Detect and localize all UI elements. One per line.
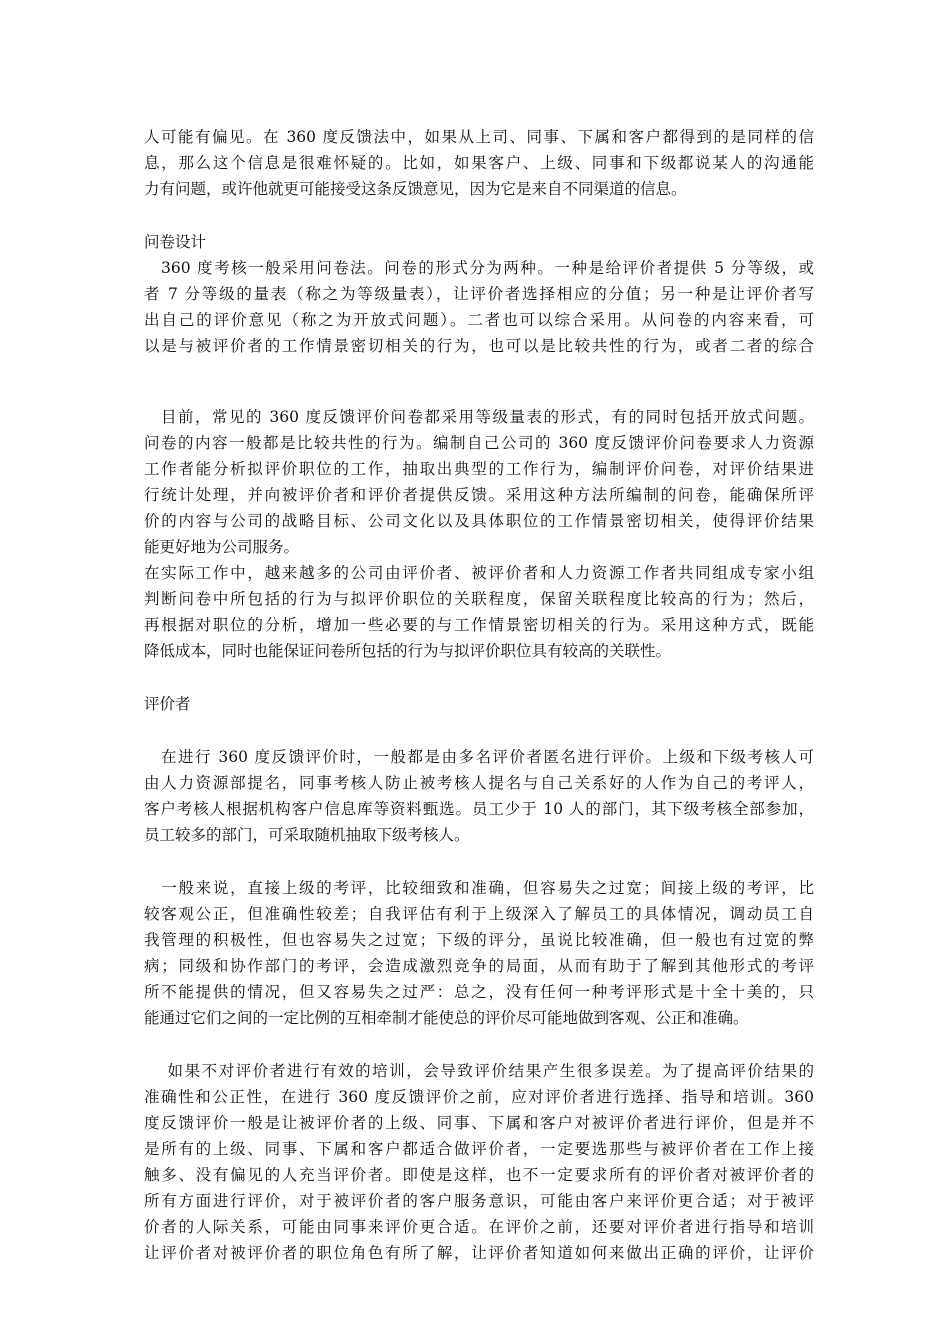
paragraph-line: 价者的人际关系，可能由同事来评价更合适。在评价之前，还要对评价者进行指导和培训 — [144, 1218, 814, 1236]
paragraph-line: 触多、没有偏见的人充当评价者。即使是这样，也不一定要求所有的评价者对被评价者的 — [144, 1166, 814, 1184]
paragraph-line: 较客观公正，但准确性较差；自我评估有利于上级深入了解员工的具体情况，调动员工自 — [144, 905, 814, 923]
paragraph-line: 在进行 360 度反馈评价时，一般都是由多名评价者匿名进行评价。上级和下级考核人可 — [144, 748, 814, 766]
paragraph-line: 客户考核人根据机构客户信息库等资料甄选。员工少于 10 人的部门，其下级考核全部参加， — [144, 800, 814, 818]
paragraph-line: 度反馈评价一般是让被评价者的上级、同事、下属和客户对被评价者进行评价，但是并不 — [144, 1114, 814, 1132]
paragraph-line: 问卷的内容一般都是比较共性的行为。编制自己公司的 360 度反馈评价问卷要求人力资源 — [144, 434, 814, 452]
paragraph-line: 能通过它们之间的一定比例的互相牵制才能使总的评价尽可能地做到客观、公正和准确。 — [144, 1009, 749, 1027]
paragraph-line: 如果不对评价者进行有效的培训，会导致评价结果产生很多误差。为了提高评价结果的 — [144, 1062, 814, 1080]
paragraph-line: 准确性和公正性，在进行 360 度反馈评价之前，应对评价者进行选择、指导和培训。360 — [144, 1088, 814, 1106]
paragraph-line: 者 7 分等级的量表（称之为等级量表），让评价者选择相应的分值；另一种是让评价者写 — [144, 285, 814, 303]
paragraph-line: 人可能有偏见。在 360 度反馈法中，如果从上司、同事、下属和客户都得到的是同样的信 — [144, 128, 814, 146]
paragraph-line: 让评价者对被评价者的职位角色有所了解，让评价者知道如何来做出正确的评价，让评价 — [144, 1244, 814, 1262]
paragraph-line: 工作者能分析拟评价职位的工作，抽取出典型的工作行为，编制评价问卷，对评价结果进 — [144, 460, 814, 478]
paragraph-line: 能更好地为公司服务。 — [144, 538, 300, 556]
paragraph-line: 员工较多的部门，可采取随机抽取下级考核人。 — [144, 826, 470, 844]
paragraph-line: 病；同级和协作部门的考评，会造成激烈竞争的局面，从而有助于了解到其他形式的考评 — [144, 957, 814, 975]
paragraph-line: 所有方面进行评价，对于被评价者的客户服务意识，可能由客户来评价更合适；对于被评 — [144, 1192, 814, 1210]
paragraph-line: 息，那么这个信息是很难怀疑的。比如，如果客户、上级、同事和下级都说某人的沟通能 — [144, 154, 814, 172]
paragraph-line: 力有问题，或许他就更可能接受这条反馈意见，因为它是来自不同渠道的信息。 — [144, 180, 687, 198]
paragraph-line: 由人力资源部提名，同事考核人防止被考核人提名与自己关系好的人作为自己的考评人， — [144, 774, 814, 792]
paragraph-line: 在实际工作中，越来越多的公司由评价者、被评价者和人力资源工作者共同组成专家小组 — [144, 564, 814, 582]
paragraph-line: 再根据对职位的分析，增加一些必要的与工作情景密切相关的行为。采用这种方式，既能 — [144, 616, 814, 634]
section-heading: 评价者 — [144, 695, 191, 713]
paragraph-line: 行统计处理，并向被评价者和评价者提供反馈。采用这种方法所编制的问卷，能确保所评 — [144, 486, 814, 504]
paragraph-line: 以是与被评价者的工作情景密切相关的行为，也可以是比较共性的行为，或者二者的综合 — [144, 337, 814, 355]
paragraph-line: 判断问卷中所包括的行为与拟评价职位的关联程度，保留关联程度比较高的行为；然后， — [144, 590, 814, 608]
paragraph-line: 我管理的积极性，但也容易失之过宽；下级的评分，虽说比较准确，但一般也有过宽的弊 — [144, 931, 814, 949]
paragraph-line: 360 度考核一般采用问卷法。问卷的形式分为两种。一种是给评价者提供 5 分等级，或 — [144, 259, 814, 277]
paragraph-line: 出自己的评价意见（称之为开放式问题）。二者也可以综合采用。从问卷的内容来看，可 — [144, 311, 814, 329]
paragraph-line: 所不能提供的情况，但又容易失之过严：总之，没有任何一种考评形式是十全十美的，只 — [144, 983, 814, 1001]
paragraph-line: 降低成本，同时也能保证问卷所包括的行为与拟评价职位具有较高的关联性。 — [144, 642, 672, 660]
section-heading: 问卷设计 — [144, 233, 207, 251]
paragraph-line: 目前，常见的 360 度反馈评价问卷都采用等级量表的形式，有的同时包括开放式问题。 — [144, 408, 814, 426]
paragraph-line: 一般来说，直接上级的考评，比较细致和准确，但容易失之过宽；间接上级的考评，比 — [144, 879, 814, 897]
paragraph-line: 是所有的上级、同事、下属和客户都适合做评价者，一定要选那些与被评价者在工作上接 — [144, 1140, 814, 1158]
paragraph-line: 价的内容与公司的战略目标、公司文化以及具体职位的工作情景密切相关，使得评价结果 — [144, 512, 814, 530]
